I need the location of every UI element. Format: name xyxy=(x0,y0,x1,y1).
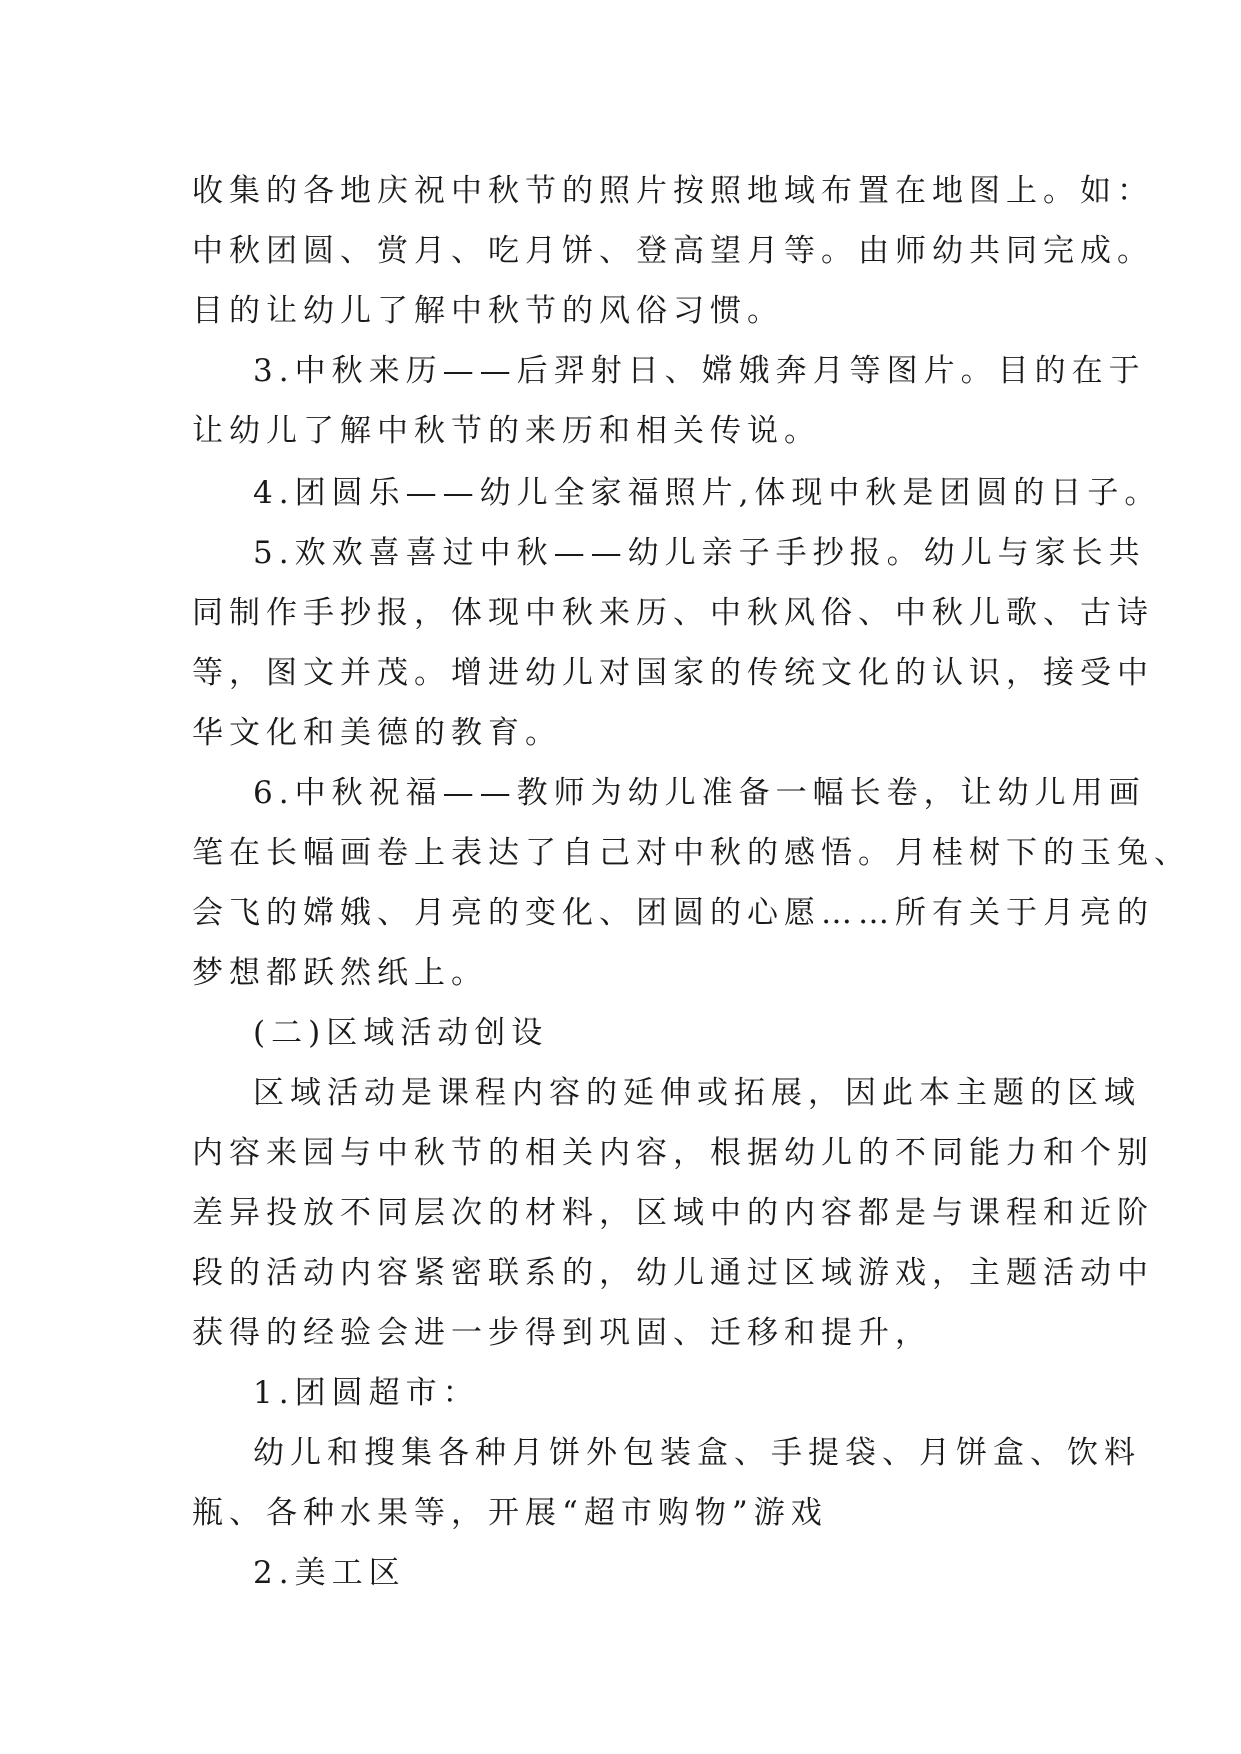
text-line: 段的活动内容紧密联系的，幼儿通过区域游戏，主题活动中 xyxy=(192,1255,1154,1291)
text-line: 3.中秋来历——后羿射日、嫦娥奔月等图片。目的在于 xyxy=(253,353,1146,389)
text-line: 目的让幼儿了解中秋节的风俗习惯。 xyxy=(192,293,784,329)
text-line: 幼儿和搜集各种月饼外包装盒、手提袋、月饼盒、饮料 xyxy=(253,1435,1141,1471)
text-line: 让幼儿了解中秋节的来历和相关传说。 xyxy=(192,413,821,449)
text-line: 梦想都跃然纸上。 xyxy=(192,955,488,991)
text-line: 1.团圆超市： xyxy=(253,1375,480,1411)
text-line: 5.欢欢喜喜过中秋——幼儿亲子手抄报。幼儿与家长共 xyxy=(253,535,1146,571)
text-line: 笔在长幅画卷上表达了自己对中秋的感悟。月桂树下的玉兔、 xyxy=(192,835,1191,871)
text-line: 同制作手抄报，体现中秋来历、中秋风俗、中秋儿歌、古诗 xyxy=(192,595,1154,631)
section-heading: (二)区域活动创设 xyxy=(253,1015,549,1051)
text-line: 获得的经验会进一步得到巩固、迁移和提升， xyxy=(192,1315,932,1351)
text-line: 区域活动是课程内容的延伸或拓展，因此本主题的区域 xyxy=(253,1075,1141,1111)
text-line: 会飞的嫦娥、月亮的变化、团圆的心愿……所有关于月亮的 xyxy=(192,895,1154,931)
text-line: 等，图文并茂。增进幼儿对国家的传统文化的认识，接受中 xyxy=(192,655,1154,691)
text-line: 收集的各地庆祝中秋节的照片按照地域布置在地图上。如： xyxy=(192,173,1154,209)
text-line: 4.团圆乐——幼儿全家福照片,体现中秋是团圆的日子。 xyxy=(253,475,1162,511)
text-line: 瓶、各种水果等，开展“超市购物”游戏 xyxy=(192,1495,828,1531)
text-line: 6.中秋祝福——教师为幼儿准备一幅长卷，让幼儿用画 xyxy=(253,775,1146,811)
text-line: 内容来园与中秋节的相关内容，根据幼儿的不同能力和个别 xyxy=(192,1135,1154,1171)
text-line: 2.美工区 xyxy=(253,1555,406,1591)
text-line: 中秋团圆、赏月、吃月饼、登高望月等。由师幼共同完成。 xyxy=(192,233,1154,269)
text-line: 华文化和美德的教育。 xyxy=(192,715,562,751)
text-line: 差异投放不同层次的材料，区域中的内容都是与课程和近阶 xyxy=(192,1195,1154,1231)
